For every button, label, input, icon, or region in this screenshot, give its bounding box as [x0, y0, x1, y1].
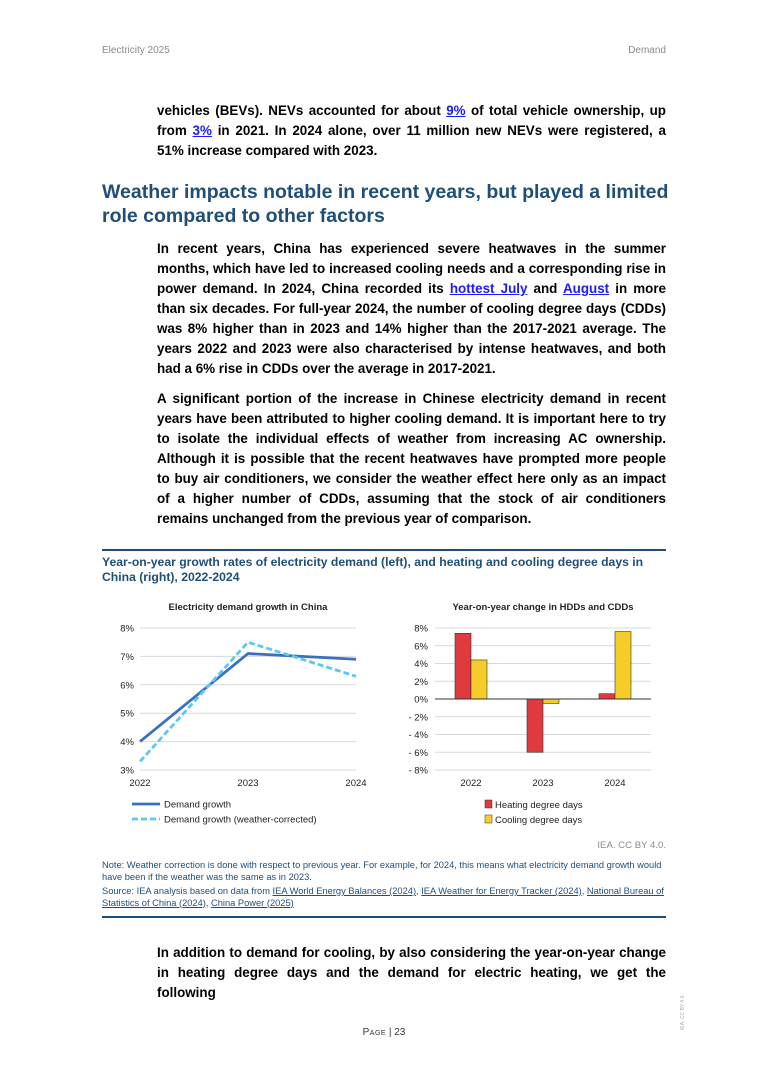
- y-tick-label: - 2%: [408, 712, 428, 724]
- legend-label: Demand growth: [164, 799, 232, 811]
- source-separator: ,: [416, 886, 422, 896]
- figure-credit: IEA. CC BY 4.0.: [597, 840, 666, 851]
- y-tick-label: 4%: [414, 659, 428, 670]
- x-tick-label: 2023: [532, 778, 554, 789]
- link-hottest-july[interactable]: hottest July: [449, 281, 528, 296]
- line-chart-demand-growth: [102, 596, 372, 832]
- figure-source: [102, 886, 666, 909]
- source-link-weather-tracker[interactable]: IEA Weather for Energy Tracker (2024): [421, 886, 582, 896]
- paragraph-cooling-demand: A significant portion of the increase in Chinese electricity demand in recent years have been attributed to higher cooling demand. It is important here to try to isolate the individual effects of weather from increasing AC ownership. Although it is possible that the recent heatwaves have prompted more people to buy air conditioners, we consider the weather effect here only as an impact of a higher number of CDDs, assuming that the stock of air conditioners remains unchanged from the previous year of comparison.: [157, 391, 666, 526]
- link-9-percent[interactable]: 9%: [446, 103, 466, 118]
- paragraph-text: vehicles (BEVs). NEVs accounted for about: [157, 103, 447, 118]
- paragraph-text: and: [527, 281, 563, 296]
- y-tick-label: 6%: [120, 680, 134, 692]
- page-label: Page: [362, 1027, 387, 1038]
- header-section-name: Demand: [628, 45, 666, 56]
- x-tick-label: 2024: [604, 778, 626, 789]
- y-tick-label: 3%: [120, 765, 134, 777]
- source-separator: ,: [581, 886, 587, 896]
- legend-label: Heating degree days: [495, 800, 583, 811]
- legend-label: Demand growth (weather-corrected): [164, 814, 317, 826]
- page-number: 23: [394, 1027, 406, 1038]
- y-tick-label: 6%: [414, 641, 428, 653]
- x-tick-label: 2024: [345, 778, 367, 789]
- legend-label: Cooling degree days: [495, 815, 583, 826]
- chart-title: Year-on-year change in HDDs and CDDs: [452, 602, 634, 613]
- y-tick-label: 4%: [120, 737, 134, 749]
- bar-cooling-2022: [471, 660, 487, 699]
- y-tick-label: 8%: [120, 623, 134, 635]
- y-tick-label: 8%: [414, 623, 428, 635]
- link-3-percent[interactable]: 3%: [192, 123, 212, 138]
- section-heading: Weather impacts notable in recent years, but played a limited role compared to other factors: [102, 181, 669, 227]
- bar-heating-2023: [527, 699, 543, 752]
- source-separator: ,: [205, 897, 212, 908]
- series-line-demand-growth: [140, 654, 356, 742]
- figure-bottom-rule: [102, 916, 666, 918]
- figure-title: Year-on-year growth rates of electricity demand (left), and heating and cooling degree days in China (right), 2022-2024: [102, 555, 644, 584]
- source-link-china-power[interactable]: China Power (2025): [211, 897, 294, 908]
- source-prefix: Source: IEA analysis based on data from: [102, 886, 273, 896]
- header-report-title: Electricity 2025: [102, 45, 170, 56]
- legend-swatch: [485, 800, 492, 808]
- paragraph-top: [157, 101, 666, 161]
- paragraph-heatwaves: [157, 239, 666, 379]
- page-footer: [0, 1027, 768, 1038]
- bar-cooling-2024: [615, 632, 631, 699]
- bar-chart-hdd-cdd: [395, 596, 670, 832]
- bar-heating-2022: [455, 633, 471, 699]
- paragraph-text: in more than six decades. For full-year 2024, the number of cooling degree days (CDDs) was 8% higher than in 2023 and 14% higher than the 2017-2021 average. The years 2022 and 2023 were also characterised by intense heatwaves, and both had a 6% rise in CDDs over the average in 2017-2021.: [157, 281, 666, 376]
- source-link-world-energy-balances[interactable]: IEA World Energy Balances (2024): [272, 886, 417, 896]
- y-tick-label: - 8%: [408, 765, 428, 777]
- figure-note: Note: Weather correction is done with respect to previous year. For example, for 2024, this means what electricity demand growth would have been if the weather was the same as in 2023.: [102, 860, 662, 882]
- series-line-weather-corrected: [140, 642, 356, 761]
- y-tick-label: 2%: [414, 676, 428, 688]
- legend-swatch: [485, 815, 492, 823]
- x-tick-label: 2022: [460, 778, 482, 789]
- page-separator: |: [386, 1027, 395, 1038]
- paragraph-text: in 2021. In 2024 alone, over 11 million new NEVs were registered, a 51% increase compared with 2023.: [157, 123, 666, 158]
- y-tick-label: - 4%: [408, 730, 428, 741]
- paragraph-text: In recent years, China has experienced severe heatwaves in the summer months, which have led to increased cooling needs and a corresponding rise in power demand. In 2024, China recorded its: [157, 241, 666, 296]
- chart-title: Electricity demand growth in China: [168, 602, 328, 613]
- x-tick-label: 2022: [129, 778, 151, 789]
- link-august[interactable]: August: [562, 281, 610, 296]
- y-tick-label: 7%: [120, 651, 134, 663]
- figure-top-rule: [102, 549, 666, 551]
- bar-cooling-2023: [543, 699, 559, 703]
- paragraph-bottom: In addition to demand for cooling, by also considering the year-on-year change in heating degree days and the demand for electric heating, we get the following: [157, 945, 666, 1000]
- bar-heating-2024: [599, 694, 615, 699]
- source-link-nbs-china[interactable]: National Bureau of Statistics of China (2024): [102, 886, 664, 908]
- y-tick-label: - 6%: [408, 747, 428, 759]
- paragraph-text: of total vehicle ownership, up from: [157, 103, 666, 138]
- y-tick-label: 5%: [120, 708, 134, 720]
- y-tick-label: 0%: [414, 694, 428, 706]
- x-tick-label: 2023: [237, 778, 259, 789]
- side-credit: IEA. CC BY 4.0.: [680, 994, 686, 1030]
